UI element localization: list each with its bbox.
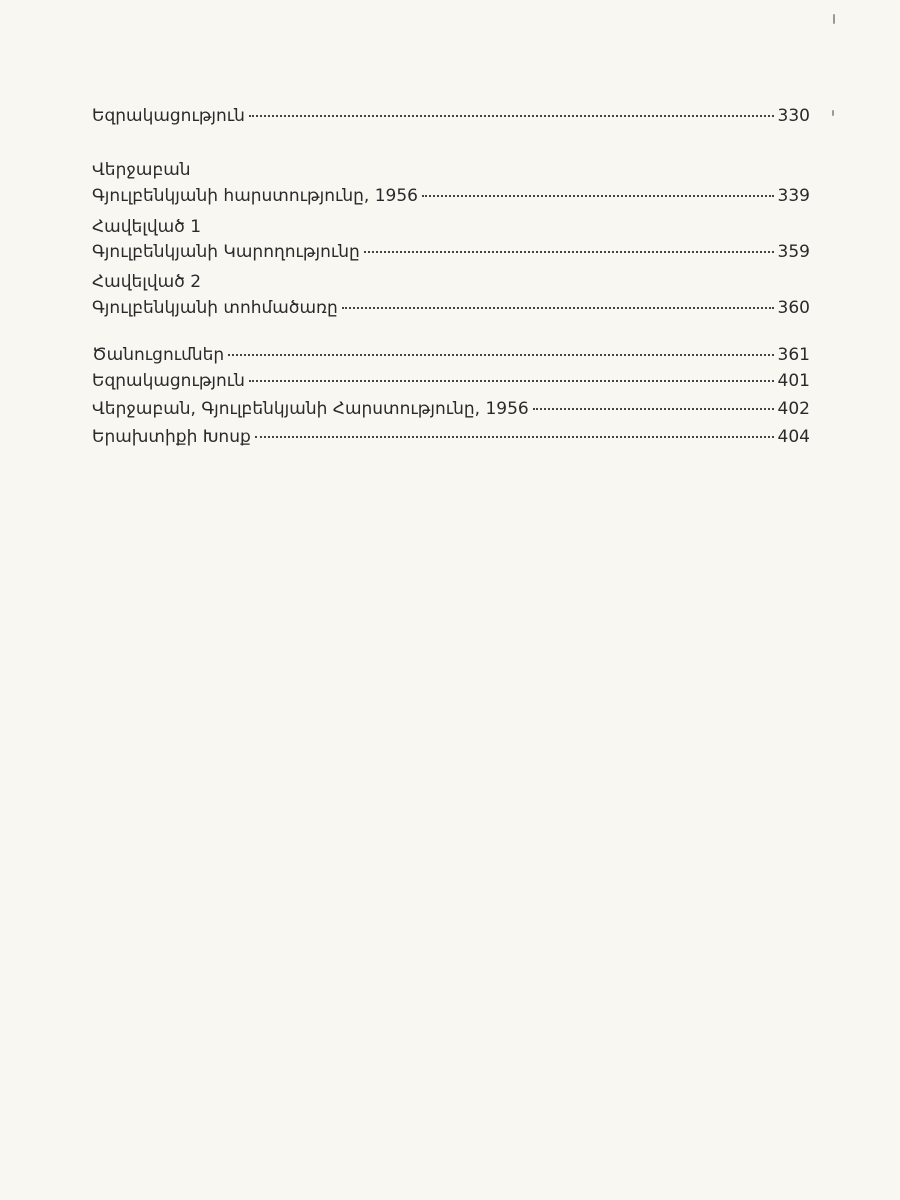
section-heading-afterword: Վերջաբան [92,160,191,180]
toc-entry-family-tree[interactable] [92,290,810,320]
toc-entry-page: 330 [777,106,810,126]
dot-leader [228,354,773,356]
scan-mark [832,110,834,116]
toc-entry-title: Վերջաբան, Գյուլբենկյանի Հարստությունը, 1956 [92,399,529,419]
toc-entry-title: Գյուլբենկյանի Կարողությունը [92,242,360,262]
dot-leader [533,408,774,410]
scan-mark [833,14,835,24]
toc-entry-page: 402 [777,399,810,419]
toc-entry-wealth[interactable] [92,178,810,208]
toc-entry-page: 361 [777,345,810,365]
toc-entry-title: Երախտիքի Խոսք [92,427,251,447]
toc-entry-title: Գյուլբենկյանի հարստությունը, 1956 [92,186,418,206]
toc-entry-page: 404 [777,427,810,447]
toc-entry-title: Գյուլբենկյանի տոհմածառը [92,298,338,318]
dot-leader [249,115,774,117]
toc-entry-afterword-notes[interactable] [92,391,810,421]
section-heading-appendix-2: Հավելված 2 [92,272,202,292]
dot-leader [249,380,774,382]
toc-entry-page: 401 [777,371,810,391]
toc-entry-title: Եզրակացություն [92,106,245,126]
toc-entry-page: 360 [777,298,810,318]
toc-entry-fortune[interactable] [92,234,810,264]
toc-entry-title: Ծանուցումներ [92,345,225,365]
dot-leader [364,251,774,253]
toc-entry-acknowledgements[interactable] [92,419,810,449]
toc-entry-page: 359 [777,242,810,262]
toc-entry-page: 339 [777,186,810,206]
toc-entry-conclusion-notes[interactable] [92,363,810,393]
section-heading-appendix-1: Հավելված 1 [92,217,202,237]
dot-leader [255,436,774,438]
toc-entry-title: Եզրակացություն [92,371,245,391]
dot-leader [422,195,774,197]
toc-entry-conclusion[interactable] [92,98,810,128]
dot-leader [342,307,774,309]
